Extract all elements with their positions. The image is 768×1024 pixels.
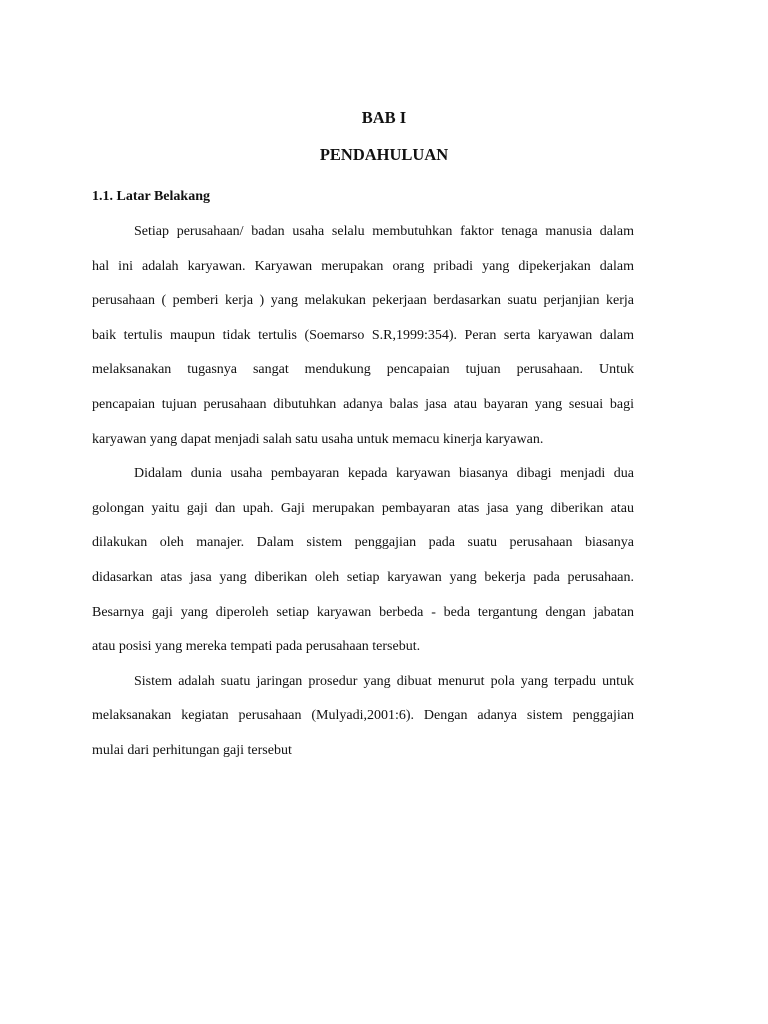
paragraph-line: Didalam dunia usaha pembayaran kepada karyawan biasanya dibagi menjadi dua <box>134 466 634 482</box>
paragraph-line: mulai dari perhitungan gaji tersebut <box>92 742 292 758</box>
paragraph-line: atau posisi yang mereka tempati pada perusahaan tersebut. <box>92 639 421 655</box>
section-heading: 1.1. Latar Belakang <box>92 189 210 204</box>
paragraph-line: melaksanakan kegiatan perusahaan (Mulyadi,2001:6). Dengan adanya sistem penggajian <box>92 708 634 724</box>
paragraph-line: karyawan yang dapat menjadi salah satu usaha untuk memacu kinerja karyawan. <box>92 431 544 447</box>
paragraph-line: melaksanakan tugasnya sangat mendukung pencapaian tujuan perusahaan. Untuk <box>92 362 634 378</box>
paragraph-line: hal ini adalah karyawan. Karyawan merupakan orang pribadi yang dipekerjakan dalam <box>92 258 634 274</box>
paragraph-1 <box>92 222 634 464</box>
chapter-number: BAB I <box>361 108 407 127</box>
paragraph-line: didasarkan atas jasa yang diberikan oleh setiap karyawan yang bekerja pada perusahaan. <box>92 569 634 585</box>
paragraph-line: baik tertulis maupun tidak tertulis (Soemarso S.R,1999:354). Peran serta karyawan dalam <box>92 327 634 343</box>
chapter-title: PENDAHULUAN <box>319 145 449 164</box>
paragraph-line: Besarnya gaji yang diperoleh setiap karyawan berbeda - beda tergantung dengan jabatan <box>92 604 634 620</box>
paragraph-line: perusahaan ( pemberi kerja ) yang melakukan pekerjaan berdasarkan suatu perjanjian kerja <box>92 293 634 309</box>
paragraph-2 <box>92 464 634 672</box>
paragraph-line: pencapaian tujuan perusahaan dibutuhkan adanya balas jasa atau bayaran yang sesuai bagi <box>92 396 634 412</box>
paragraph-line: Sistem adalah suatu jaringan prosedur yang dibuat menurut pola yang terpadu untuk <box>134 673 634 689</box>
paragraph-3 <box>92 672 634 776</box>
paragraph-line: golongan yaitu gaji dan upah. Gaji merupakan pembayaran atas jasa yang diberikan atau <box>92 500 634 516</box>
paragraph-line: Setiap perusahaan/ badan usaha selalu membutuhkan faktor tenaga manusia dalam <box>134 224 634 239</box>
body-text <box>92 222 634 776</box>
paragraph-line: dilakukan oleh manajer. Dalam sistem penggajian pada suatu perusahaan biasanya <box>92 535 634 551</box>
